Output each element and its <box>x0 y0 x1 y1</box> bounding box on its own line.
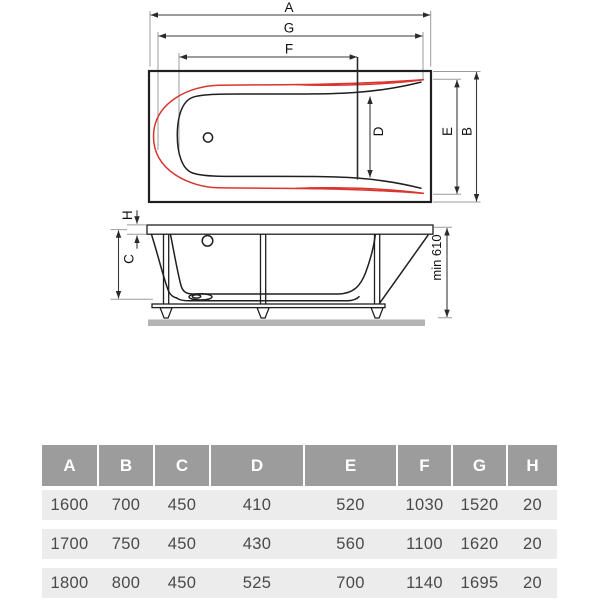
dim-label-e: E <box>440 126 455 137</box>
rim-deck <box>147 225 433 234</box>
dim-label-d: D <box>371 126 386 137</box>
drain-hole-icon <box>203 133 212 142</box>
cell-c: 450 <box>167 573 197 592</box>
tub-side-bowl <box>171 235 376 295</box>
cell-d: 410 <box>242 495 272 514</box>
floor-bar <box>148 320 425 327</box>
dim-label-f: F <box>284 41 294 57</box>
cell-h: 20 <box>523 534 542 553</box>
col-header-b: B <box>99 445 153 486</box>
col-header-g: G <box>453 445 506 486</box>
dimensions-table <box>42 445 557 600</box>
cell-e: 560 <box>336 534 365 553</box>
col-header-e: E <box>305 445 396 486</box>
cell-g: 1695 <box>460 573 499 592</box>
cell-g: 1520 <box>460 495 499 514</box>
cell-c: 450 <box>167 495 197 514</box>
top-view <box>149 0 481 202</box>
cell-e: 700 <box>336 573 365 592</box>
col-header-h: H <box>508 445 557 486</box>
cell-h: 20 <box>523 573 542 592</box>
cell-b: 750 <box>111 534 141 553</box>
frame-post-middle <box>261 234 266 308</box>
cell-f: 1140 <box>406 573 443 592</box>
dim-label-c: C <box>121 254 137 264</box>
drain-fitting-inner <box>192 295 200 298</box>
side-view <box>111 210 453 326</box>
cell-d: 525 <box>242 573 272 592</box>
overflow-hole-icon <box>202 236 213 247</box>
table-row <box>42 490 557 520</box>
col-header-a: A <box>42 445 97 486</box>
table-row <box>42 529 557 559</box>
frame-foot-left <box>160 308 172 318</box>
cell-h: 20 <box>523 495 542 514</box>
col-header-f: F <box>398 445 451 486</box>
cell-b: 800 <box>111 573 141 592</box>
dim-label-h: H <box>120 210 136 221</box>
cell-c: 450 <box>167 534 197 553</box>
cell-a: 1600 <box>50 495 89 514</box>
cell-b: 700 <box>111 495 141 514</box>
dim-label-a: A <box>284 0 294 15</box>
frame-diagonal-brace <box>379 235 428 304</box>
cell-g: 1620 <box>460 534 499 553</box>
frame-post-left <box>164 234 169 308</box>
cell-e: 520 <box>336 495 365 514</box>
dim-label-g: G <box>283 20 295 36</box>
col-header-d: D <box>211 445 303 486</box>
table-header-row <box>42 445 557 486</box>
cell-f: 1100 <box>406 534 443 553</box>
dim-label-b: B <box>459 126 475 137</box>
cell-a: 1800 <box>50 573 89 592</box>
min-height-label: min 610 <box>429 234 444 281</box>
frame-foot-right <box>371 308 383 318</box>
table-row <box>42 568 557 598</box>
cell-d: 430 <box>242 534 272 553</box>
cell-a: 1700 <box>50 534 89 553</box>
cell-f: 1030 <box>405 495 444 514</box>
frame-post-right <box>375 234 380 308</box>
col-header-c: C <box>155 445 209 486</box>
frame-foot-middle <box>257 308 269 318</box>
